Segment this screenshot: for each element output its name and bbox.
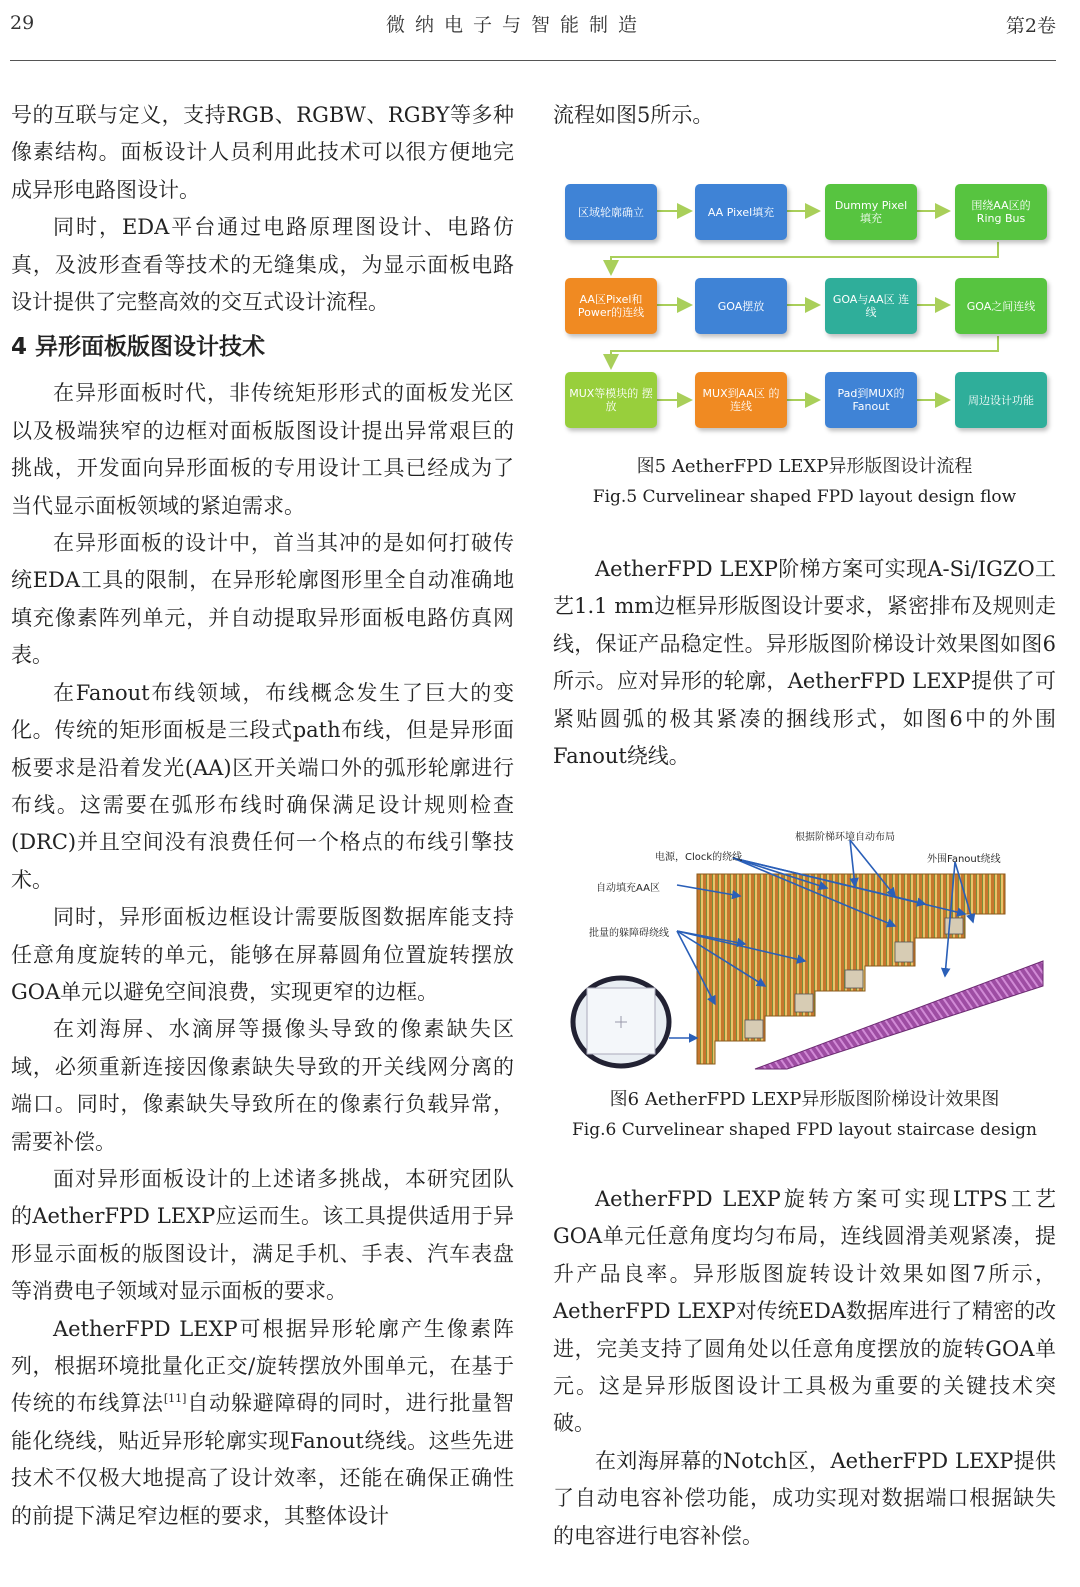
flow-step-box: AA区Pixel和 Power的连线	[565, 278, 657, 334]
paragraph: 在刘海屏、水滴屏等摄像头导致的像素缺失区域，必须重新连接因像素缺失导致的开关线网分离的端口。同时，像素缺失导致所在的像素行负载异常，需要补偿。	[11, 1017, 514, 1154]
paragraph: 面对异形面板设计的上述诸多挑战，本研究团队的AetherFPD LEXP应运而生。该工具提供适用于异形显示面板的版图设计，满足手机、手表、汽车表盘等消费电子领域对显示面板的要求。	[11, 1166, 514, 1304]
paragraph-text: AetherFPD LEXP可根据异形轮廓产生像素阵列，根据环境批量化正交/旋转摆放外围单元，在基于传统的布线算法	[11, 1316, 514, 1416]
paragraph: 在异形面板时代，非传统矩形形式的面板发光区以及极端狭窄的边框对面板版图设计提出异常艰巨的挑战，开发面向异形面板的专用设计工具已经成为了当代显示面板领域的紧迫需求。	[11, 381, 514, 518]
journal-title: 微纳电子与智能制造	[386, 14, 648, 36]
flow-step-box: MUX等模块的 摆放	[565, 372, 657, 428]
figure-5-flow-diagram	[553, 170, 1056, 445]
flow-step-box: 围绕AA区的 Ring Bus	[955, 184, 1047, 240]
flow-step-box: Dummy Pixel 填充	[825, 184, 917, 240]
flow-step-box: AA Pixel填充	[695, 184, 787, 240]
label-power-clock: 电源，Clock的绕线	[655, 852, 743, 863]
header-rule	[10, 60, 1056, 61]
page-number: 29	[10, 12, 35, 34]
paragraph: AetherFPD LEXP旋转方案可实现LTPS工艺GOA单元任意角度均匀布局，连线圆滑美观紧凑，提升产品良率。异形版图旋转设计效果如图7所示，AetherFPD LEXP对传统EDA数据库进行了精密的改进，完美支持了圆角处以任意角度摆放的旋转GOA单元。这是异形版图设计工具极为重要的关键技术突破。	[553, 1187, 1056, 1436]
paragraph: 在异形面板的设计中，首当其冲的是如何打破传统EDA工具的限制，在异形轮廓图形里全自动准确地填充像素阵列单元，并自动提取异形面板电路仿真网表。	[11, 531, 514, 668]
flow-step-box: 区域轮廓确立	[565, 184, 657, 240]
figure-6-layout-image	[565, 826, 1045, 1071]
paragraph: 号的互联与定义，支持RGB、RGBW、RGBY等多种像素结构。面板设计人员利用此技术可以很方便地完成异形电路图设计。	[11, 103, 514, 202]
right-paragraph-10	[553, 551, 1056, 775]
paragraph-text: 自动躲避障碍的同时，进行批量智能化绕线，贴近异形轮廓实现Fanout绕线。这些先进技术不仅极大地提高了设计效率，还能在确保正确性的前提下满足窄边框的要求，其整体设计	[11, 1391, 515, 1528]
citation-ref: [11]	[163, 1392, 187, 1406]
figure-6-caption-zh: 图6 AetherFPD LEXP异形版图阶梯设计效果图	[609, 1089, 1000, 1110]
flow-step-box: GOA摆放	[695, 278, 787, 334]
flow-step-box: GOA与AA区 连线	[825, 278, 917, 334]
section-title: 4 异形面板版图设计技术	[11, 334, 266, 361]
figure-5-caption-zh: 图5 AetherFPD LEXP异形版图设计流程	[636, 456, 973, 477]
figure-5-caption-en: Fig.5 Curvelinear shaped FPD layout design flow	[592, 487, 1017, 507]
flow-step-box: GOA之间连线	[955, 278, 1047, 334]
paragraph: 流程如图5所示。	[553, 103, 714, 127]
paragraph	[11, 1311, 514, 1535]
figure-6-caption-en: Fig.6 Curvelinear shaped FPD layout staircase design	[572, 1120, 1037, 1140]
flow-step-box: 周边设计功能	[955, 372, 1047, 428]
paragraph: 在Fanout布线领域，布线概念发生了巨大的变化。传统的矩形面板是三段式path布线，但是异形面板要求是沿着发光(AA)区开关端口外的弧形轮廓进行布线。这需要在弧形布线时确保满足设计规则检查(DRC)并且空间没有浪费任何一个格点的布线引擎技术。	[11, 680, 514, 892]
page-header	[0, 0, 1080, 62]
left-column	[11, 97, 514, 1535]
paragraph: 同时，异形面板边框设计需要版图数据库能支持任意角度旋转的单元，能够在屏幕圆角位置旋转摆放GOA单元以避免空间浪费，实现更窄的边框。	[11, 905, 514, 1004]
label-staircase-layout: 根据阶梯环境自动布局	[795, 832, 895, 843]
paragraph: AetherFPD LEXP阶梯方案可实现A-Si/IGZO工艺1.1 mm边框异形版图设计要求，紧密排布及规则走线，保证产品稳定性。异形版图阶梯设计效果图如图6所示。应对异形的轮廓，AetherFPD LEXP提供了可紧贴圆弧的极其紧凑的捆线形式，如图6中的外围Fanout绕线。	[553, 557, 1056, 769]
flow-step-box: Pad到MUX的 Fanout	[825, 372, 917, 428]
label-batch-route: 批量的躲障碍绕线	[589, 928, 669, 939]
paragraph: 在刘海屏幕的Notch区，AetherFPD LEXP提供了自动电容补偿功能，成功实现对数据端口根据缺失的电容进行电容补偿。	[553, 1448, 1056, 1548]
right-paragraphs-bottom	[553, 1181, 1056, 1555]
paragraph: 同时，EDA平台通过电路原理图设计、电路仿真，及波形查看等技术的无缝集成，为显示面板电路设计提供了完整高效的交互式设计流程。	[11, 215, 514, 315]
label-outer-fanout: 外围Fanout绕线	[927, 854, 1001, 865]
volume-label: 第2卷	[1005, 15, 1056, 37]
label-auto-fill: 自动填充AA区	[596, 883, 660, 894]
right-intro	[553, 97, 1056, 134]
flow-step-box: MUX到AA区 的连线	[695, 372, 787, 428]
